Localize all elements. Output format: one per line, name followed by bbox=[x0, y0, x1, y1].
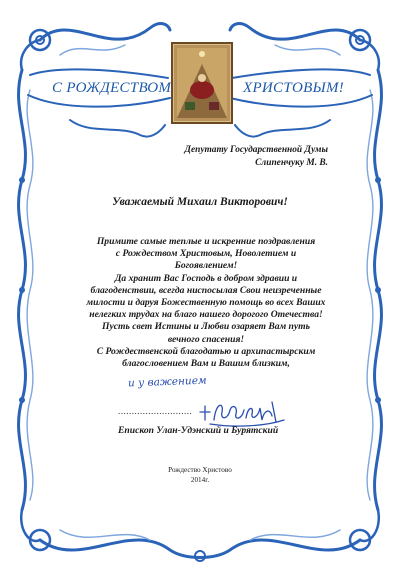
body-line: милости и даруя Божественную помощь во всех Ваших bbox=[86, 297, 326, 309]
body-line: вечного спасения! bbox=[167, 333, 245, 345]
addressee-block bbox=[185, 144, 328, 169]
footer-line-1: Рождество Христово bbox=[168, 466, 232, 474]
letter-body bbox=[56, 236, 356, 370]
body-line: благоденствии, всегда ниспосылая Свои неизреченные bbox=[90, 284, 322, 296]
handwritten-note: и у важением bbox=[127, 374, 207, 390]
footer-dateline bbox=[0, 466, 400, 485]
body-line: С Рождественской благодатью и архипастырским bbox=[96, 345, 316, 357]
greeting-line: Уважаемый Михаил Викторович! bbox=[112, 196, 288, 208]
body-line: нелегких трудах на благо нашего дорогого Отечества! bbox=[89, 309, 323, 321]
signature-dots: ........................... bbox=[118, 406, 192, 416]
body-line: Да хранит Вас Господь в добром здравии и bbox=[114, 272, 298, 284]
body-line: с Рождеством Христовым, Новолетием и bbox=[115, 248, 297, 260]
body-line: Богоявлением! bbox=[174, 260, 238, 272]
body-line: благословением Вам и Вашим близким, bbox=[122, 358, 290, 370]
banner-left-text: С РОЖДЕСТВОМ bbox=[52, 80, 172, 96]
banner-right-text: ХРИСТОВЫМ! bbox=[243, 80, 345, 96]
signature-scribble bbox=[196, 398, 286, 428]
addressee-name: Слипенчуку М. В. bbox=[255, 157, 328, 168]
addressee-title: Депутату Государственной Думы bbox=[184, 145, 328, 155]
body-line: Примите самые теплые и искренние поздравления bbox=[96, 236, 316, 247]
signer-title: Епископ Улан-Удэнский и Бурятский bbox=[118, 425, 279, 436]
body-line: Пусть свет Истины и Любви озаряет Вам путь bbox=[102, 321, 310, 333]
footer-line-2: 2014г. bbox=[190, 475, 210, 484]
nativity-icon bbox=[171, 42, 233, 124]
